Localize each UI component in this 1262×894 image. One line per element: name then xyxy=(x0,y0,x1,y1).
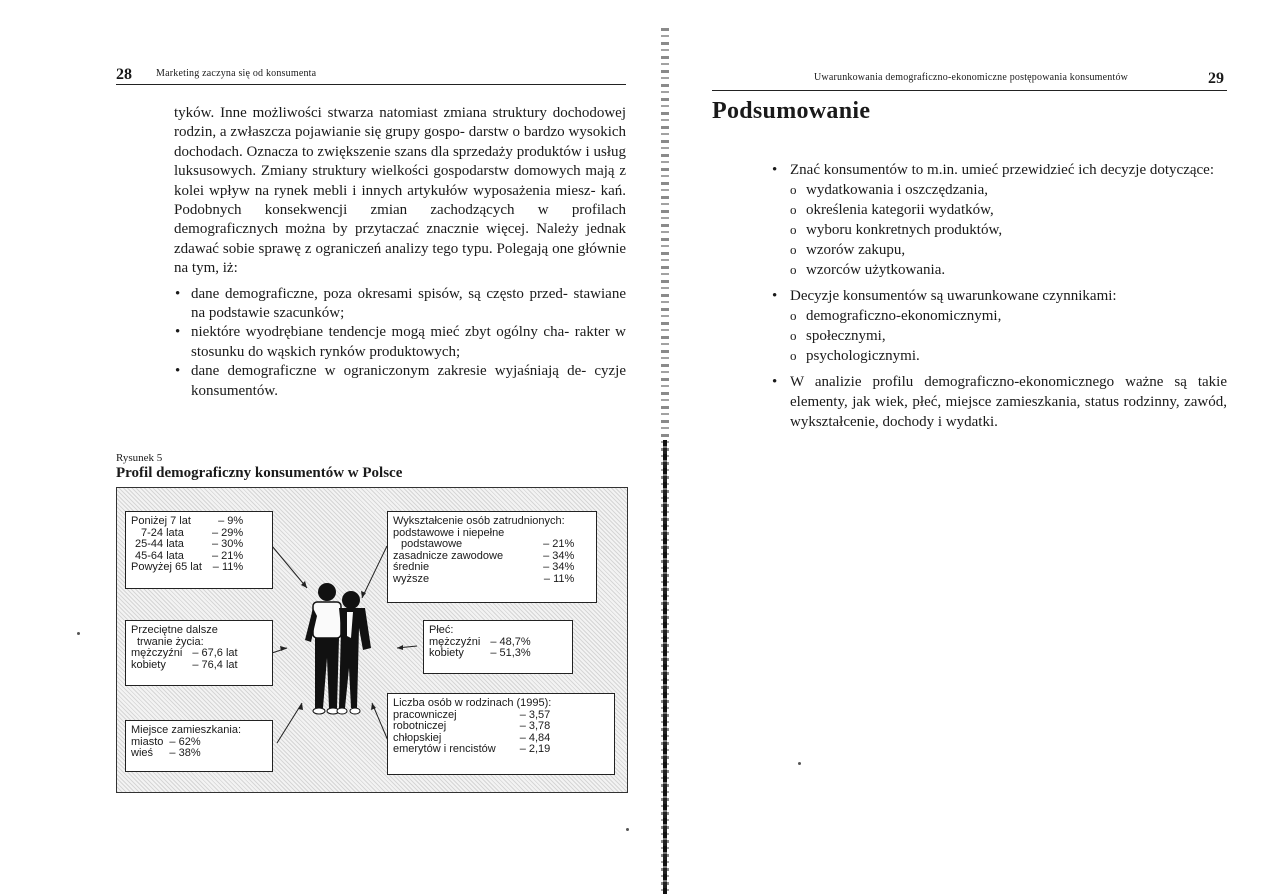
sub-list-item: o wyboru konkretnych produktów, xyxy=(790,220,1227,240)
text-line: cyzje konsumentów. xyxy=(191,363,626,399)
table-cell: – 34% xyxy=(543,561,575,574)
text-line: jednak zdawać sobie sprawę z ograniczeń analizy tego typu. xyxy=(174,221,627,257)
table-cell: – 3,57 xyxy=(519,708,551,721)
header-rule-left xyxy=(116,84,626,85)
table-cell: miasto xyxy=(131,735,164,748)
running-head-left: Marketing zaczyna się od konsumenta xyxy=(156,68,317,79)
table-cell: 25-44 lata xyxy=(135,538,184,551)
table-cell: kobiety xyxy=(131,658,166,671)
table-cell: – 67,6 lat xyxy=(192,647,238,660)
page-number-left: 28 xyxy=(116,66,132,83)
age-box xyxy=(125,511,273,589)
family-size-box xyxy=(387,693,615,775)
table-cell: – 11% xyxy=(543,572,575,585)
bullet-text: Znać konsumentów to m.in. umieć przewidzieć ich decyzje dotyczące: xyxy=(790,162,1214,178)
table-cell: kobiety xyxy=(429,647,464,660)
sub-list-item: o społecznymi, xyxy=(790,326,1227,346)
sub-list-item: o demograficzno-ekonomicznymi, xyxy=(790,306,1227,326)
family-title: Liczba osób w rodzinach (1995): xyxy=(393,697,552,709)
table-row xyxy=(429,648,531,660)
table-cell: Powyżej 65 lat xyxy=(131,561,202,574)
table-row xyxy=(393,744,550,756)
sex-table xyxy=(429,637,531,660)
life-table xyxy=(131,648,238,671)
scan-speck xyxy=(77,632,80,635)
table-cell: – 21% xyxy=(543,538,575,551)
table-cell: podstawowe xyxy=(401,538,463,551)
text-line: struktury wielkości gospodarstw domowych mają z kolei xyxy=(174,163,626,199)
table-cell: – 48,7% xyxy=(490,635,531,648)
table-cell: pracowniczej xyxy=(393,708,457,721)
list-item xyxy=(772,160,1227,280)
text-line: Polegają one głównie na tym, iż: xyxy=(174,240,627,277)
table-cell: – 30% xyxy=(211,538,244,551)
summary-list xyxy=(772,160,1227,438)
text-line: niektóre wyodrębiane tendencje mogą mieć zbyt ogólny cha- xyxy=(191,324,570,341)
table-cell: emerytów i rencistów xyxy=(393,743,496,756)
education-subtitle: podstawowe i niepełne xyxy=(393,526,505,539)
figure-title: Profil demograficzny konsumentów w Polsce xyxy=(116,465,403,481)
demographic-figure xyxy=(116,487,628,793)
life-title-line2: trwanie życia: xyxy=(137,635,204,648)
table-cell: – 21% xyxy=(211,549,244,562)
table-cell: – 34% xyxy=(543,549,575,562)
table-cell: – 11% xyxy=(212,561,244,574)
sex-title: Płeć: xyxy=(429,624,454,636)
age-table xyxy=(131,516,243,574)
list-item xyxy=(174,285,626,324)
table-row xyxy=(131,562,243,574)
life-expectancy-box xyxy=(125,620,273,686)
table-cell: – 3,78 xyxy=(519,720,551,733)
list-item xyxy=(772,372,1227,432)
table-cell: wyższe xyxy=(393,572,430,585)
residence-box xyxy=(125,720,273,772)
residence-table xyxy=(131,737,201,760)
table-cell: – 76,4 lat xyxy=(192,658,238,671)
education-box xyxy=(387,511,597,603)
text-line: demograficznych można by przytaczać znacznie więcej. Należy xyxy=(174,221,579,238)
bullet-text: Decyzje konsumentów są uwarunkowane czynnikami: xyxy=(790,288,1117,304)
text-line: kań. Podobnych konsekwencji zmian zachodzących w profilach xyxy=(174,182,626,219)
residence-title: Miejsce zamieszkania: xyxy=(131,724,242,736)
table-row xyxy=(131,748,201,760)
text-line: dochodowej rodzin, a zwłaszcza pojawianie się grupy gospo- xyxy=(174,105,627,141)
sub-list-item: o określenia kategorii wydatków, xyxy=(790,200,1227,220)
text-line: dane demograficzne w ograniczonym zakresie wyjaśniają de- xyxy=(191,363,587,380)
table-cell: – 29% xyxy=(211,526,244,539)
text-line: tyków. Inne możliwości stwarza natomiast zmiana struktury xyxy=(174,105,547,121)
sub-list-item: o psychologicznymi. xyxy=(790,346,1227,366)
text-line: dane demograficzne, poza okresami spisów, są często przed- xyxy=(191,285,568,302)
right-page xyxy=(672,0,1262,894)
list-item xyxy=(772,286,1227,366)
table-cell: – 38% xyxy=(169,747,201,760)
sub-list-item: o wydatkowania i oszczędzania, xyxy=(790,180,1227,200)
sex-box xyxy=(423,620,573,674)
table-cell: – 4,84 xyxy=(519,731,551,744)
education-table xyxy=(393,539,574,585)
table-row xyxy=(131,660,238,672)
text-line: darstw o bardzo wysokich dochodach. Oznacza to zwiększenie xyxy=(174,124,627,160)
sub-list-item: o wzorów zakupu, xyxy=(790,240,1227,260)
page-number-right: 29 xyxy=(1208,70,1224,87)
table-cell: średnie xyxy=(393,561,430,574)
figure-label: Rysunek 5 xyxy=(116,452,163,464)
sub-list-item: o wzorców użytkowania. xyxy=(790,260,1227,280)
table-cell: – 2,19 xyxy=(519,743,551,756)
education-title: Wykształcenie osób zatrudnionych: xyxy=(393,515,565,527)
text-line: stawiane na podstawie szacunków; xyxy=(191,285,626,322)
table-cell: mężczyźni xyxy=(131,647,183,660)
book-gutter xyxy=(663,440,667,894)
table-cell: mężczyźni xyxy=(429,635,481,648)
table-row xyxy=(393,574,574,586)
summary-heading: Podsumowanie xyxy=(712,98,871,124)
paragraph xyxy=(174,104,626,279)
body-text xyxy=(174,104,626,401)
table-cell: Poniżej 7 lat xyxy=(131,515,191,527)
sub-list xyxy=(790,306,1227,366)
scan-speck xyxy=(626,828,629,831)
scan-speck xyxy=(798,762,801,765)
family-table xyxy=(393,710,550,756)
text-line: szans dla sprzedaży produktów i usług luksusowych. Zmiany xyxy=(174,143,626,180)
table-cell: – 51,3% xyxy=(490,647,531,660)
header-rule-right xyxy=(712,90,1227,91)
text-line: rakter w stosunku do wąskich rynków produktowych; xyxy=(191,324,627,360)
list-item xyxy=(174,362,626,401)
list-item xyxy=(174,323,626,362)
table-cell: robotniczej xyxy=(393,720,447,733)
table-cell: – 62% xyxy=(169,735,201,748)
table-cell: 45-64 lata xyxy=(135,549,184,562)
running-head-right: Uwarunkowania demograficzno-ekonomiczne postępowania konsumentów xyxy=(814,72,1129,83)
text-line: wpływ na rynek mebli i innych artykułów wyposażenia miesz- xyxy=(209,182,596,199)
couple-illustration xyxy=(287,578,387,718)
sub-list xyxy=(790,180,1227,280)
table-cell: – 9% xyxy=(218,515,244,527)
bullet-text: W analizie profilu demograficzno-ekonomicznego ważne są takie elementy, jak wiek, płeć, miejsce zamieszkania, status rodzinny, zawód, wykształcenie, dochody i wydatki. xyxy=(790,374,1227,430)
table-cell: wieś xyxy=(131,747,154,760)
table-cell: chłopskiej xyxy=(393,731,442,744)
table-row xyxy=(131,516,243,528)
table-cell: 7-24 lata xyxy=(141,526,184,539)
life-title-line1: Przeciętne dalsze xyxy=(131,624,218,636)
table-cell: zasadnicze zawodowe xyxy=(393,549,504,562)
limitations-list xyxy=(174,285,626,401)
